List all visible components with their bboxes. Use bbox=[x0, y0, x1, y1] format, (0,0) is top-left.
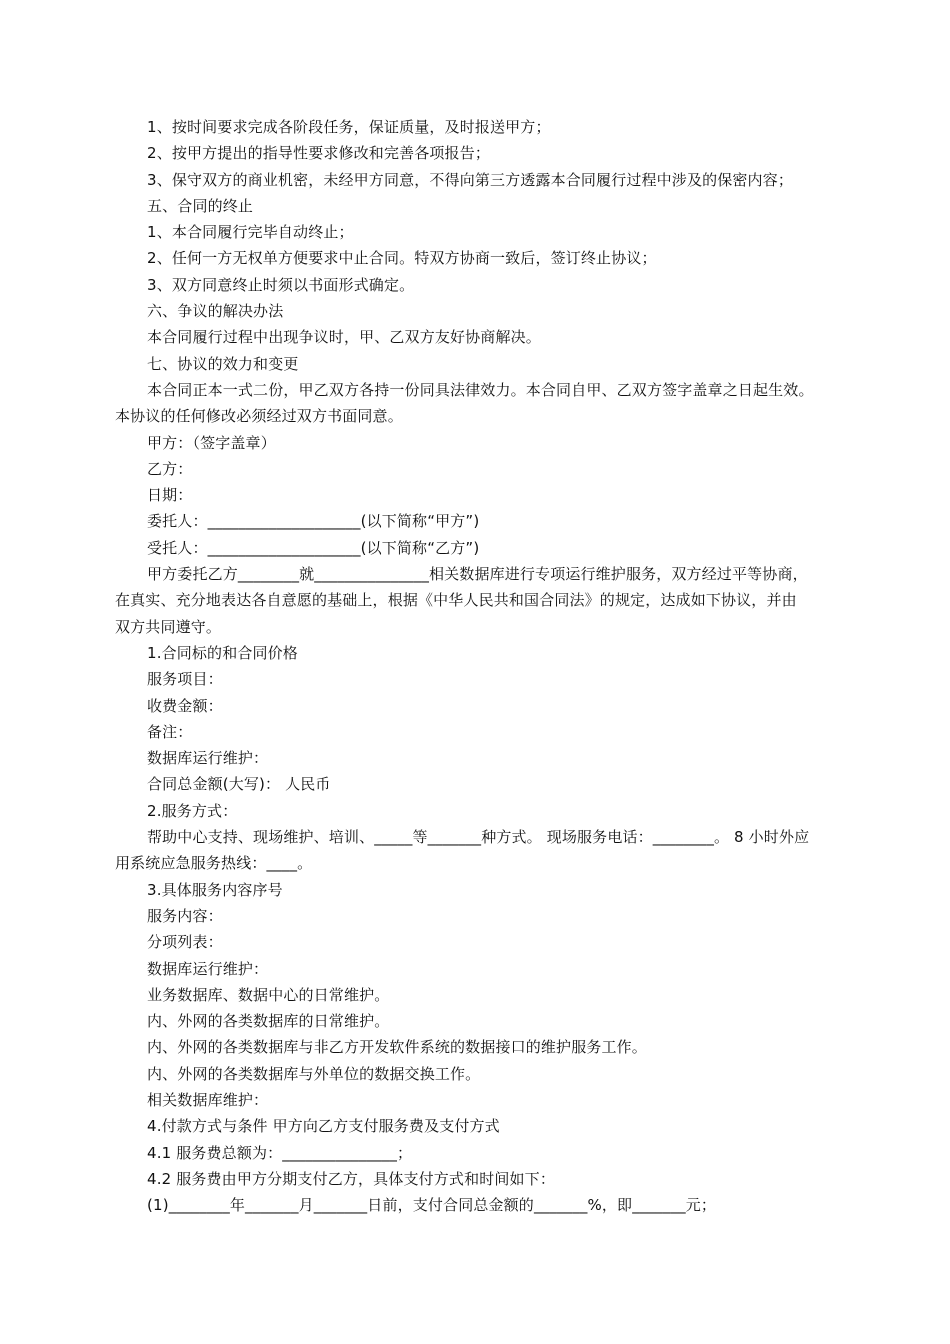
text-line: 双方共同遵守。 bbox=[115, 617, 222, 636]
text-line: 4.2 服务费由甲方分期支付乙方，具体支付方式和时间如下： bbox=[147, 1169, 555, 1188]
text-line: 合同总金额(大写)： 人民币 bbox=[147, 775, 331, 794]
text-line: 3、保守双方的商业机密，未经甲方同意，不得向第三方透露本合同履行过程中涉及的保密内容； bbox=[147, 170, 793, 189]
text-line: 用系统应急服务热线：____。 bbox=[115, 854, 313, 873]
text-line: 受托人：____________________(以下简称“乙方”) bbox=[147, 538, 480, 557]
text-line: 分项列表： bbox=[147, 933, 223, 952]
text-line: 4.1 服务费总额为：_______________； bbox=[147, 1143, 413, 1162]
text-line: 2.服务方式： bbox=[147, 801, 238, 820]
text-line: 内、外网的各类数据库的日常维护。 bbox=[147, 1012, 390, 1031]
text-line: (1)________年_______月_______日前，支付合同总金额的_______%，即_______元； bbox=[147, 1196, 717, 1215]
text-line: 五、合同的终止 bbox=[147, 196, 254, 215]
text-line: 本合同正本一式二份，甲乙双方各持一份同具法律效力。本合同自甲、乙双方签字盖章之日起生效。 bbox=[147, 380, 814, 399]
text-line: 业务数据库、数据中心的日常维护。 bbox=[147, 985, 390, 1004]
text-line: 在真实、充分地表达各自意愿的基础上，根据《中华人民共和国合同法》的规定，达成如下协议，并由 bbox=[115, 591, 797, 610]
text-line: 数据库运行维护： bbox=[147, 749, 269, 768]
text-line: 2、按甲方提出的指导性要求修改和完善各项报告； bbox=[147, 144, 490, 163]
text-line: 内、外网的各类数据库与外单位的数据交换工作。 bbox=[147, 1064, 481, 1083]
text-line: 七、协议的效力和变更 bbox=[147, 354, 299, 373]
text-line: 本协议的任何修改必须经过双方书面同意。 bbox=[115, 407, 403, 426]
text-line: 帮助中心支持、现场维护、培训、_____等_______种方式。 现场服务电话：________。 8 小时外应 bbox=[147, 828, 810, 847]
text-line: 1、本合同履行完毕自动终止； bbox=[147, 223, 354, 242]
text-line: 甲方委托乙方________就_______________相关数据库进行专项运行维护服务，双方经过平等协商， bbox=[147, 565, 808, 584]
text-line: 本合同履行过程中出现争议时，甲、乙双方友好协商解决。 bbox=[147, 328, 541, 347]
text-line: 收费金额： bbox=[147, 696, 223, 715]
text-line: 备注： bbox=[147, 722, 193, 741]
text-line: 2、任何一方无权单方便要求中止合同。特双方协商一致后，签订终止协议； bbox=[147, 249, 657, 268]
text-line: 1、按时间要求完成各阶段任务，保证质量，及时报送甲方； bbox=[147, 118, 551, 136]
text-line: 日期： bbox=[147, 486, 193, 505]
text-line: 3、双方同意终止时须以书面形式确定。 bbox=[147, 275, 415, 294]
document-body bbox=[115, 114, 845, 1218]
text-line: 数据库运行维护： bbox=[147, 959, 269, 978]
text-line: 4.付款方式与条件 甲方向乙方支付服务费及支付方式 bbox=[147, 1117, 500, 1136]
text-line: 乙方： bbox=[147, 459, 193, 478]
text-line: 甲方：（签字盖章） bbox=[147, 433, 276, 452]
text-line: 1.合同标的和合同价格 bbox=[147, 643, 298, 662]
text-line: 委托人：____________________(以下简称“甲方”) bbox=[147, 512, 480, 531]
text-line: 相关数据库维护： bbox=[147, 1090, 269, 1109]
text-line: 服务项目： bbox=[147, 670, 223, 689]
text-line: 六、争议的解决办法 bbox=[147, 302, 284, 321]
text-line: 3.具体服务内容序号 bbox=[147, 880, 283, 899]
text-line: 内、外网的各类数据库与非乙方开发软件系统的数据接口的维护服务工作。 bbox=[147, 1038, 647, 1057]
text-line: 服务内容： bbox=[147, 906, 223, 925]
